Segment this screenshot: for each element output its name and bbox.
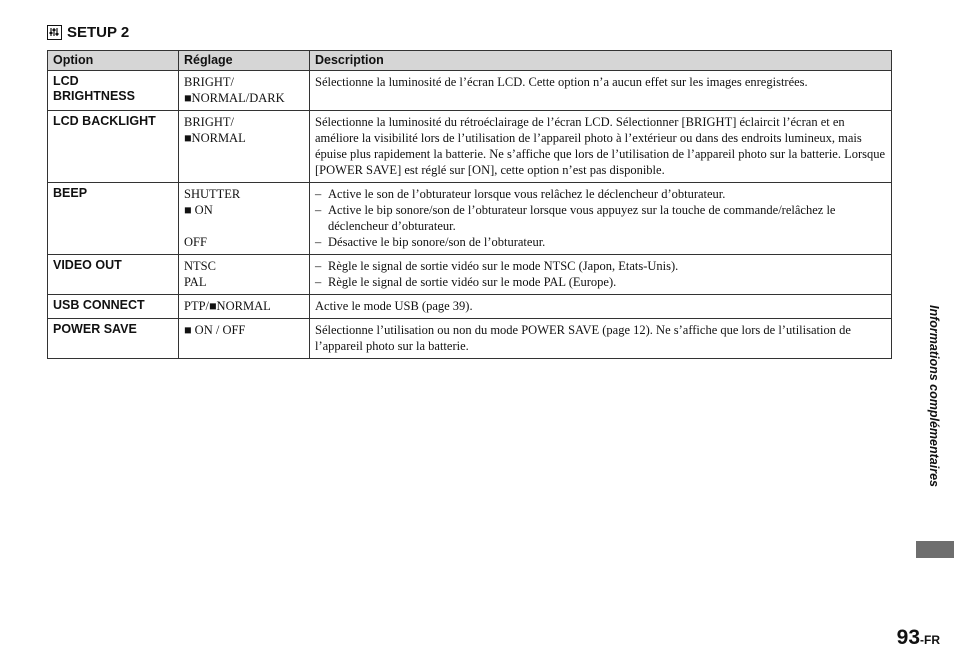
table-row — [48, 295, 892, 319]
setup-icon — [47, 25, 62, 40]
description-cell: Sélectionne la luminosité du rétroéclairage de l’écran LCD. Sélectionner [BRIGHT] éclaircit l’écran et en améliore la visibilité lors de l’utilisation de l’appareil photo à l’extérieur ou dans des endroits lumineux, mais épuise plus rapidement la batterie. Ne s’affiche que lors de l’utilisation de l’appareil photo sur la batterie. Lorsque [POWER SAVE] est réglé sur [ON], cette option n’est pas disponible. — [310, 111, 892, 183]
description-cell — [310, 255, 892, 295]
reglage-cell — [179, 71, 310, 111]
reglage-value: NTSC — [184, 259, 216, 273]
option-cell — [48, 111, 179, 183]
dash-glyph: – — [315, 259, 322, 273]
bullet-item — [315, 274, 886, 290]
option-name: VIDEO OUT — [53, 258, 122, 272]
reglage-value: ■NORMAL — [184, 131, 246, 145]
reglage-value: ■NORMAL/DARK — [184, 91, 285, 105]
option-name: POWER SAVE — [53, 322, 137, 336]
bullet-item — [315, 186, 886, 202]
section-title-text: SETUP 2 — [67, 24, 130, 41]
option-name: BRIGHTNESS — [53, 89, 135, 103]
bullet-text: Active le son de l’obturateur lorsque vous relâchez le déclencheur d’obturateur. — [328, 187, 726, 201]
header-reglage: Réglage — [179, 51, 310, 71]
bullet-item — [315, 234, 886, 250]
bullet-item — [315, 202, 886, 234]
option-cell — [48, 255, 179, 295]
option-name: LCD — [53, 74, 79, 88]
section-title — [47, 24, 129, 41]
table-row — [48, 71, 892, 111]
header-description: Description — [310, 51, 892, 71]
table-row — [48, 111, 892, 183]
dash-glyph: – — [315, 275, 322, 289]
description-cell: Active le mode USB (page 39). — [310, 295, 892, 319]
reglage-value: BRIGHT/ — [184, 75, 234, 89]
dash-glyph: – — [315, 187, 322, 201]
reglage-value: PTP/■NORMAL — [184, 299, 271, 313]
page-number — [897, 626, 940, 650]
page-number-value: 93 — [896, 626, 920, 649]
settings-table — [47, 50, 892, 359]
dash-glyph: – — [315, 203, 322, 217]
option-cell — [48, 183, 179, 255]
table-header-row — [48, 51, 892, 71]
option-name: BEEP — [53, 186, 88, 200]
table-row — [48, 183, 892, 255]
table-row — [48, 319, 892, 359]
header-option: Option — [48, 51, 179, 71]
option-cell — [48, 295, 179, 319]
reglage-cell — [179, 319, 310, 359]
option-cell — [48, 71, 179, 111]
bullet-item — [315, 258, 886, 274]
option-name: USB CONNECT — [53, 298, 145, 312]
dash-glyph: – — [315, 235, 322, 249]
reglage-value: PAL — [184, 275, 207, 289]
reglage-cell — [179, 295, 310, 319]
description-cell: Sélectionne la luminosité de l’écran LCD. Cette option n’a aucun effet sur les images enregistrées. — [310, 71, 892, 111]
reglage-value: OFF — [184, 235, 207, 249]
bullet-text: Règle le signal de sortie vidéo sur le mode NTSC (Japon, Etats-Unis). — [328, 259, 679, 273]
bullet-text: Désactive le bip sonore/son de l’obturateur. — [328, 235, 546, 249]
reglage-cell — [179, 183, 310, 255]
reglage-value: BRIGHT/ — [184, 115, 234, 129]
option-name: LCD BACKLIGHT — [53, 114, 156, 128]
reglage-value: SHUTTER — [184, 187, 241, 201]
bullet-text: Règle le signal de sortie vidéo sur le mode PAL (Europe). — [328, 275, 617, 289]
reglage-value: ■ ON — [184, 203, 213, 217]
page-number-suffix: -FR — [920, 633, 940, 647]
bullet-text: Active le bip sonore/son de l’obturateur lorsque vous appuyez sur la touche de commande/relâchez le déclencheur d’obturateur. — [328, 203, 836, 233]
spacer — [184, 218, 304, 234]
option-cell — [48, 319, 179, 359]
reglage-cell — [179, 255, 310, 295]
side-section-label: Informations complémentaires — [927, 305, 941, 487]
description-cell — [310, 183, 892, 255]
reglage-value: ■ ON / OFF — [184, 323, 246, 337]
reglage-cell — [179, 111, 310, 183]
description-cell: Sélectionne l’utilisation ou non du mode POWER SAVE (page 12). Ne s’affiche que lors de l’utilisation de l’appareil photo sur la batterie. — [310, 319, 892, 359]
table-row — [48, 255, 892, 295]
side-tab-marker — [916, 541, 954, 558]
